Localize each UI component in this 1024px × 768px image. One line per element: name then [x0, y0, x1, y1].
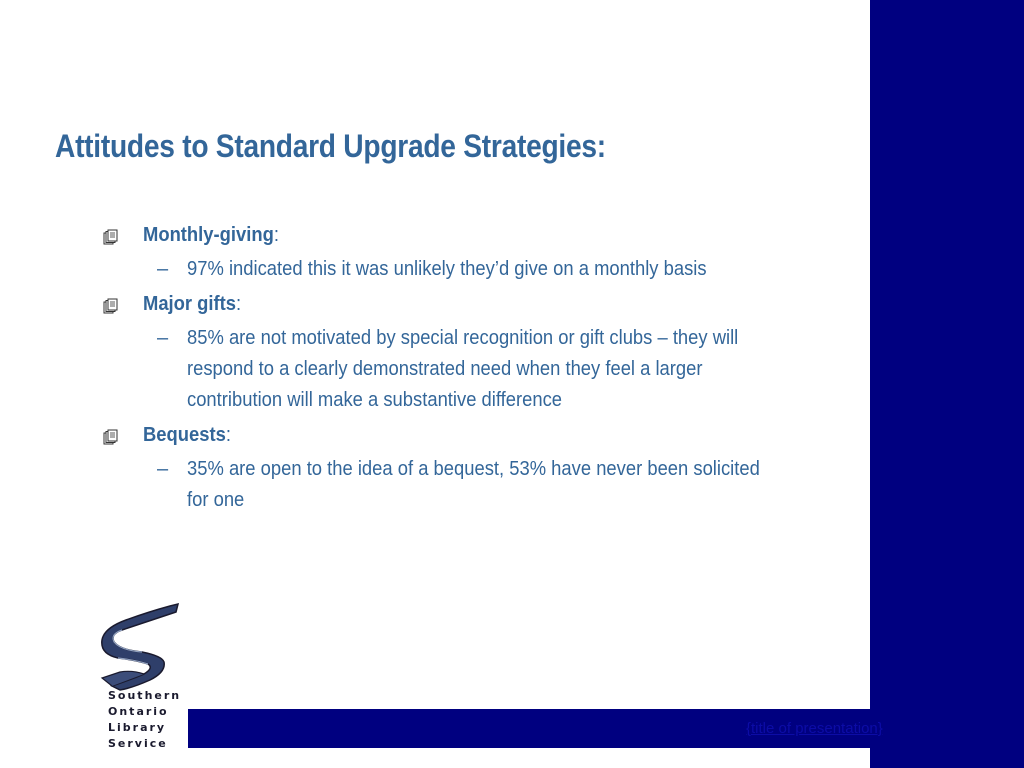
footer-presentation-title: {title of presentation} [746, 720, 883, 737]
sub-bullet-major-gifts [100, 323, 780, 416]
bullet-heading: Bequests [143, 424, 226, 446]
sub-bullet-monthly-giving [100, 254, 780, 285]
bullet-bequests [100, 420, 780, 450]
slide-content [100, 220, 780, 520]
sub-bullet-bequests [100, 454, 780, 516]
sub-bullet-text: 35% are open to the idea of a bequest, 53% have never been solicited for one [187, 458, 760, 511]
bullet-colon: : [236, 293, 242, 315]
right-side-band [870, 0, 1024, 768]
bullet-major-gifts [100, 289, 780, 319]
bullet-heading: Major gifts [143, 293, 237, 315]
sub-bullet-text: 97% indicated this it was unlikely they’d give on a monthly basis [187, 258, 707, 280]
slide-title: Attitudes to Standard Upgrade Strategies: [55, 128, 606, 164]
bullet-colon: : [225, 424, 231, 446]
logo-line: Ontario [108, 705, 169, 718]
logo-line: Southern [108, 689, 182, 702]
sub-bullet-text: 85% are not motivated by special recognition or gift clubs – they will respond to a clearly demonstrated need when they feel a larger contribution will make a substantive difference [187, 327, 739, 411]
document-stack-icon [103, 298, 119, 314]
bullet-heading: Monthly-giving [143, 224, 274, 246]
document-stack-icon [103, 229, 119, 245]
document-stack-icon [103, 429, 119, 445]
logo-wordmark [108, 688, 181, 752]
bullet-monthly-giving [100, 220, 780, 250]
logo-line: Library [108, 721, 167, 734]
bullet-colon: : [273, 224, 279, 246]
dash-marker: – [157, 327, 169, 349]
dash-marker: – [157, 458, 169, 480]
dash-marker: – [157, 258, 169, 280]
logo-line: Service [108, 737, 168, 750]
